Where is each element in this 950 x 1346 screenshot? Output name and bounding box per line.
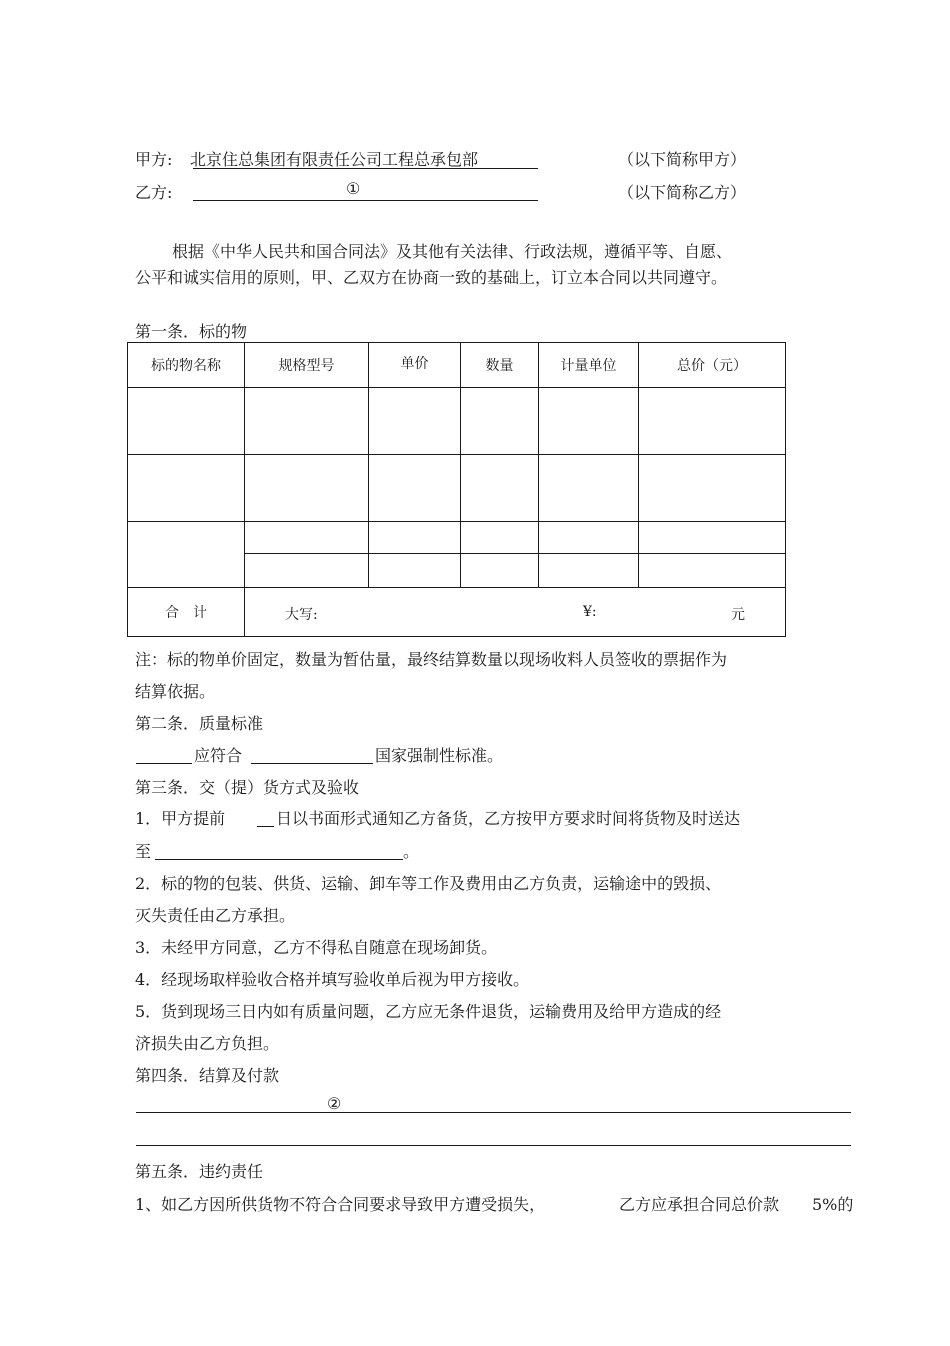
article5-item1-c: 5%的	[812, 1195, 854, 1214]
table-total-row	[128, 588, 786, 637]
table-cell[interactable]	[539, 554, 639, 588]
table-cell[interactable]	[461, 455, 539, 522]
party-a-underline	[193, 168, 538, 169]
table-cell[interactable]	[639, 522, 786, 554]
article1-note-line-2: 结算依据。	[135, 682, 216, 701]
party-a-name: 北京住总集团有限责任公司工程总承包部	[190, 150, 479, 169]
table-cell[interactable]	[245, 554, 369, 588]
preamble-line-1: 根据《中华人民共和国合同法》及其他有关法律、行政法规，遵循平等、自愿、	[172, 242, 733, 261]
article3-item2-line-2: 灭失责任由乙方承担。	[135, 906, 296, 925]
table-cell[interactable]	[128, 522, 245, 588]
party-a-alias: （以下简称甲方）	[618, 150, 747, 169]
table-cell[interactable]	[639, 388, 786, 455]
table-cell[interactable]	[128, 388, 245, 455]
article2-text-b: 国家强制性标准。	[375, 746, 504, 765]
total-capital-label: 大写:	[285, 607, 318, 623]
table-cell[interactable]	[539, 388, 639, 455]
table-cell[interactable]	[369, 554, 461, 588]
article5-item1-a: 1、如乙方因所供货物不符合合同要求导致甲方遭受损失，	[135, 1195, 546, 1214]
article3-item1-c: 至	[135, 842, 152, 861]
article2-blank-2[interactable]	[251, 763, 373, 764]
table-cell[interactable]	[245, 455, 369, 522]
article1-note-line-1: 注：标的物单价固定，数量为暂估量，最终结算数量以现场收料人员签收的票据作为	[135, 650, 728, 669]
table-cell[interactable]	[245, 388, 369, 455]
table-row	[128, 522, 786, 554]
table-cell[interactable]	[639, 554, 786, 588]
goods-table	[127, 342, 786, 637]
header-item-name: 标的物名称	[128, 343, 245, 388]
header-spec: 规格型号	[245, 343, 369, 388]
article3-item3: 3．未经甲方同意，乙方不得私自随意在现场卸货。	[135, 938, 498, 957]
party-b-label: 乙方:	[135, 183, 173, 202]
article4-blank-line-1[interactable]	[136, 1112, 851, 1113]
article3-item4: 4．经现场取样验收合格并填写验收单后视为甲方接收。	[135, 970, 530, 989]
party-b-underline	[193, 200, 538, 201]
article3-item1-b: 日以书面形式通知乙方备货，乙方按甲方要求时间将货物及时送达	[276, 809, 741, 828]
table-cell[interactable]	[461, 522, 539, 554]
table-cell[interactable]	[539, 522, 639, 554]
table-row	[128, 455, 786, 522]
article3-item2-line-1: 2．标的物的包装、供货、运输、卸车等工作及费用由乙方负责，运输途中的毁损、	[135, 874, 722, 893]
total-label: 合 计	[128, 588, 245, 637]
article4-title: 第四条．结算及付款	[135, 1066, 280, 1085]
article3-item5-line-2: 济损失由乙方负担。	[135, 1034, 280, 1053]
article3-destination-blank[interactable]	[155, 859, 403, 860]
header-unit-price: 单价	[369, 343, 461, 388]
table-cell[interactable]	[539, 455, 639, 522]
article1-title: 第一条．标的物	[135, 322, 248, 341]
article5-title: 第五条．违约责任	[135, 1162, 264, 1181]
header-quantity: 数量	[461, 343, 539, 388]
article4-marker: ②	[327, 1094, 342, 1113]
article3-days-blank[interactable]	[257, 826, 274, 827]
header-unit: 计量单位	[539, 343, 639, 388]
table-cell[interactable]	[369, 455, 461, 522]
table-cell[interactable]	[639, 455, 786, 522]
table-cell[interactable]	[369, 522, 461, 554]
article5-item1-b: 乙方应承担合同总价款	[619, 1195, 780, 1214]
party-b-alias: （以下简称乙方）	[618, 183, 747, 202]
table-row	[128, 388, 786, 455]
total-unit: 元	[731, 607, 745, 623]
table-cell[interactable]	[461, 554, 539, 588]
article3-item5-line-1: 5．货到现场三日内如有质量问题，乙方应无条件退货，运输费用及给甲方造成的经	[135, 1002, 722, 1021]
article2-text-a: 应符合	[194, 746, 243, 765]
table-cell[interactable]	[128, 455, 245, 522]
total-yen-label: ¥:	[583, 604, 597, 620]
party-b-marker: ①	[346, 179, 361, 198]
article3-item1-a: 1．甲方提前	[135, 809, 226, 828]
article3-item1-d: 。	[403, 842, 420, 861]
article3-title: 第三条．交（提）货方式及验收	[135, 778, 360, 797]
article2-blank-1[interactable]	[136, 763, 192, 764]
table-cell[interactable]	[245, 522, 369, 554]
preamble-line-2: 公平和诚实信用的原则，甲、乙双方在协商一致的基础上，订立本合同以共同遵守。	[135, 268, 728, 287]
table-cell[interactable]	[369, 388, 461, 455]
article2-title: 第二条．质量标准	[135, 714, 264, 733]
header-total-price: 总价（元）	[639, 343, 786, 388]
total-amount-cell[interactable]	[245, 588, 786, 637]
party-a-label: 甲方:	[135, 150, 173, 169]
article4-blank-line-2[interactable]	[136, 1145, 851, 1146]
table-cell[interactable]	[461, 388, 539, 455]
table-header-row	[128, 343, 786, 388]
